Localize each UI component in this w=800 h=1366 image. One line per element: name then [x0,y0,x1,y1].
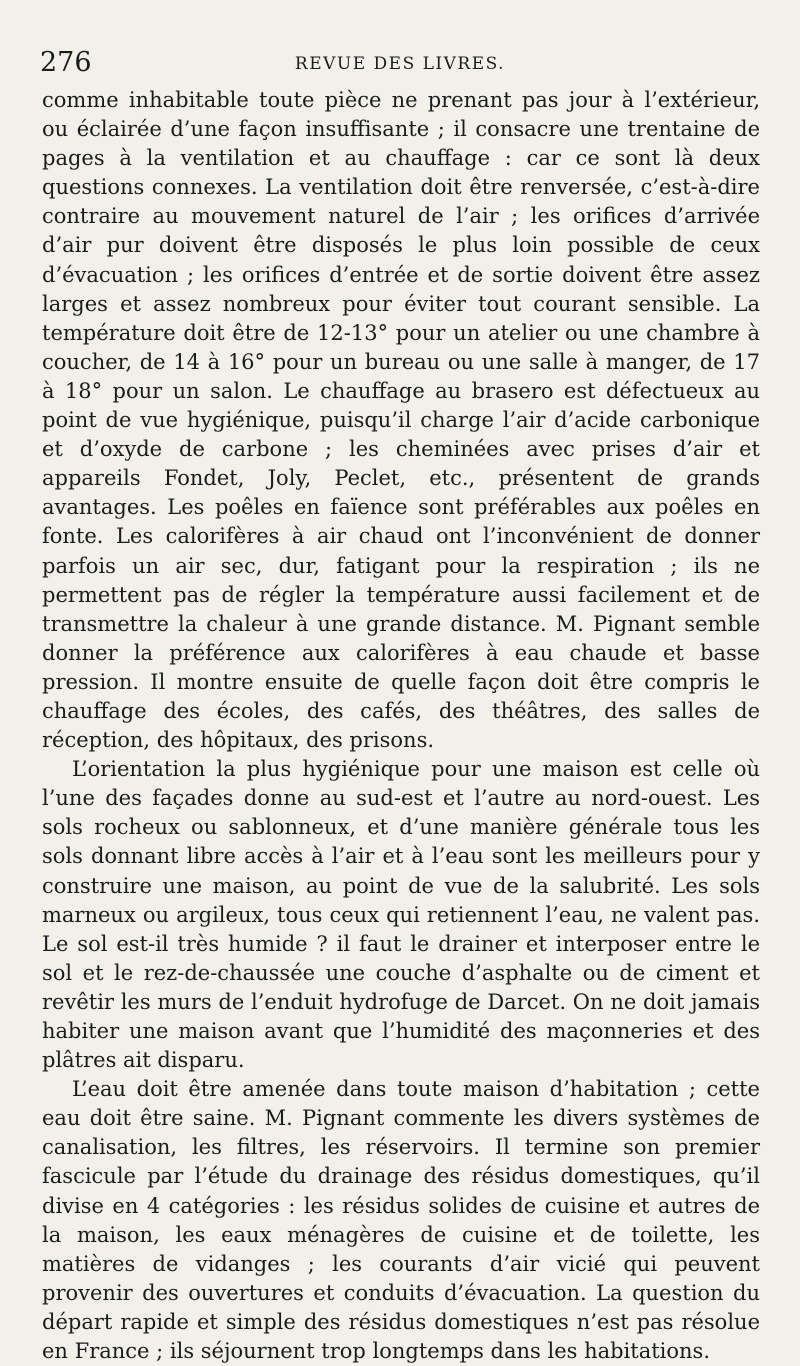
page-body [42,86,760,1366]
page-header [40,44,760,84]
running-title: REVUE DES LIVRES. [294,54,506,74]
page-number: 276 [40,47,92,78]
paragraph-1: comme inhabitable toute pièce ne prenant pas jour à l’extérieur, ou éclairée d’une façon insuffisante ; il consacre une trentaine de pages à la ventilation et au chauffage : car ce sont là deux questions connexes. La ventilation doit être renversée, c’est-à-dire contraire au mouvement naturel de l’air ; les orifices d’arrivée d’air pur doivent être disposés le plus loin possible de ceux d’évacuation ; les orifices d’entrée et de sortie doivent être assez larges et assez nombreux pour éviter tout courant sensible. La température doit être de 12-13° pour un atelier ou une chambre à coucher, de 14 à 16° pour un bureau ou une salle à manger, de 17 à 18° pour un salon. Le chauffage au brasero est défectueux au point de vue hygiénique, puisqu’il charge l’air d’acide carbonique et d’oxyde de carbone ; les cheminées avec prises d’air et appareils Fondet, Joly, Peclet, etc., présentent de grands avantages. Les poêles en faïence sont préférables aux poêles en fonte. Les calorifères à air chaud ont l’inconvénient de donner parfois un air sec, dur, fatigant pour la respiration ; ils ne permettent pas de régler la température aussi facilement et de transmettre la chaleur à une grande distance. M. Pignant semble donner la préférence aux calorifères à eau chaude et basse pression. Il montre ensuite de quelle façon doit être compris le chauffage des écoles, des cafés, des théâtres, des salles de réception, des hôpitaux, des prisons. [42,88,760,753]
paragraph-2: L’orientation la plus hygiénique pour une maison est celle où l’une des façades donne au sud-est et l’autre au nord-ouest. Les sols rocheux ou sablonneux, et d’une manière générale tous les sols donnant libre accès à l’air et à l’eau sont les meilleurs pour y construire une maison, au point de vue de la salubrité. Les sols marneux ou argileux, tous ceux qui retiennent l’eau, ne valent pas. Le sol est-il très humide ? il faut le drainer et interposer entre le sol et le rez-de-chaussée une couche d’asphalte ou de ciment et revêtir les murs de l’enduit hydrofuge de Darcet. On ne doit jamais habiter une maison avant que l’humidité des maçonneries et des plâtres ait disparu. [42,757,760,1073]
paragraph-3: L’eau doit être amenée dans toute maison d’habitation ; cette eau doit être saine. M. Pignant commente les divers systèmes de canalisation, les filtres, les réservoirs. Il termine son premier fascicule par l’étude du drainage des résidus domestiques, qu’il divise en 4 catégories : les résidus solides de cuisine et autres de la maison, les eaux ménagères de cuisine et de toilette, les matières de vidanges ; les courants d’air vicié qui peuvent provenir des ouvertures et conduits d’évacuation. La question du départ rapide et simple des résidus domestiques n’est pas résolue en France ; ils séjournent trop longtemps dans les habitations. [42,1077,760,1364]
